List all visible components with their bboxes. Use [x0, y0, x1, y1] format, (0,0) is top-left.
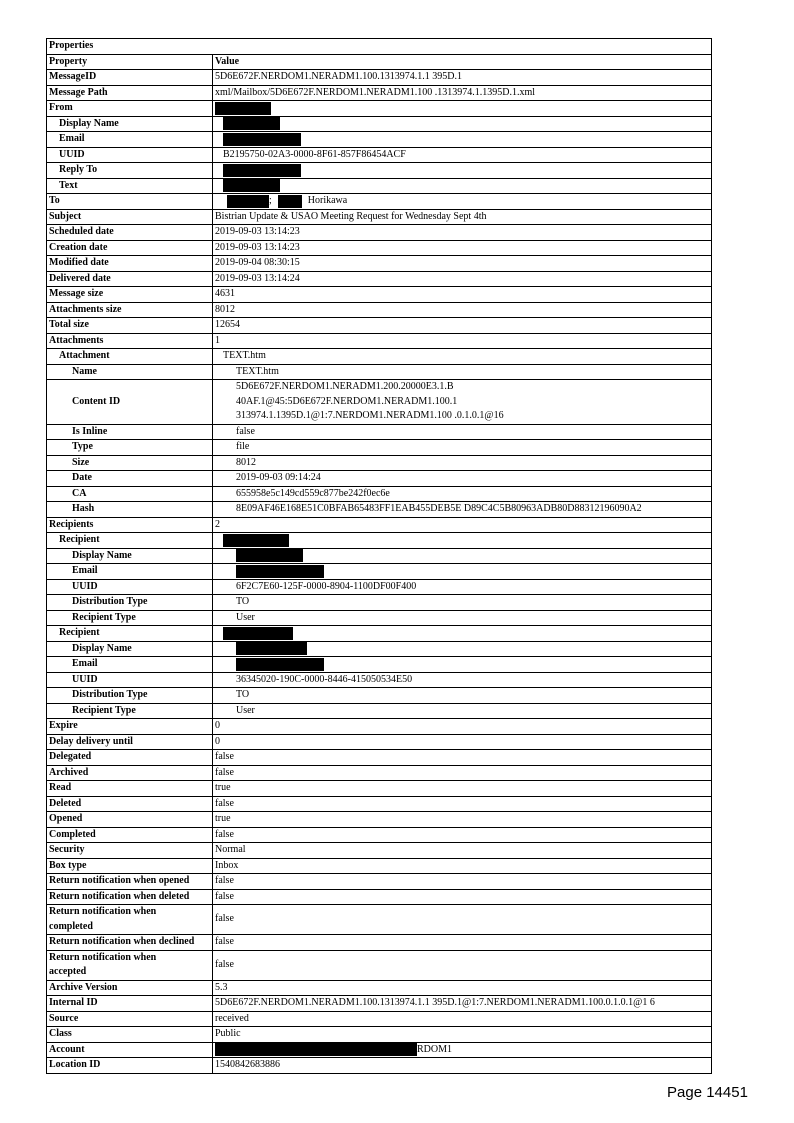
value-recipient-1-uuid: 6F2C7E60-125F-0000-8904-1100DF00F400 [236, 580, 417, 592]
row-recipient-1-distribution-type [47, 594, 711, 610]
row-completed [47, 827, 711, 843]
value-subject: Bistrian Update & USAO Meeting Request for Wednesday Sept 4th [215, 210, 487, 222]
value-reply-to [213, 163, 711, 178]
redaction-block [223, 179, 280, 192]
label-recipient-2-display-name: Display Name [47, 642, 213, 657]
value-attachment-size: 8012 [236, 456, 256, 468]
row-subject [47, 209, 711, 225]
row-attachment-content-id [47, 379, 711, 424]
redaction-block [223, 627, 293, 640]
value-attachment-content-id [213, 380, 711, 424]
value-attachments-size: 8012 [215, 303, 235, 315]
value-recipient-2-recipient-type: User [236, 704, 255, 716]
redaction-block [215, 1043, 417, 1056]
label-return-notification-deleted: Return notification when deleted [47, 890, 213, 905]
label-reply-to: Reply To [47, 163, 213, 178]
label-return-notification-declined: Return notification when declined [47, 935, 213, 950]
label-attachment-ca: CA [47, 487, 213, 502]
properties-table [46, 38, 712, 1074]
value-recipient-2-display-name [213, 642, 711, 657]
label-recipients: Recipients [47, 518, 213, 533]
value-recipient-2-email [213, 657, 711, 672]
row-creation-date [47, 240, 711, 256]
value-opened: true [215, 813, 231, 824]
row-attachment-size [47, 455, 711, 471]
row-read [47, 780, 711, 796]
label-source: Source [47, 1012, 213, 1027]
label-account: Account [47, 1043, 213, 1058]
value-recipient-2 [213, 626, 711, 641]
label-attachment: Attachment [47, 349, 213, 364]
value-recipient-1-display-name [213, 549, 711, 564]
value-recipient-2-distribution-type: TO [236, 689, 250, 700]
value-creation-date: 2019-09-03 13:14:23 [215, 241, 300, 253]
row-attachment-date [47, 470, 711, 486]
recipient-separator: ; [269, 195, 272, 206]
label-attachment-date: Date [47, 471, 213, 486]
redaction-block [236, 642, 307, 655]
value-modified-date: 2019-09-04 08:30:15 [215, 257, 300, 268]
row-source [47, 1011, 711, 1027]
label-subject: Subject [47, 210, 213, 225]
row-class [47, 1026, 711, 1042]
value-completed: false [215, 828, 234, 840]
label-recipient-1-display-name: Display Name [47, 549, 213, 564]
section-header-row [47, 39, 711, 54]
label-to: To [47, 194, 213, 209]
value-total-size: 12654 [215, 319, 240, 330]
row-message-path [47, 85, 711, 101]
label-recipient-2-uuid: UUID [47, 673, 213, 688]
row-return-notification-opened [47, 873, 711, 889]
label-class: Class [47, 1027, 213, 1042]
column-header-row [47, 54, 711, 70]
label-recipient-1-email: Email [47, 564, 213, 579]
row-scheduled-date [47, 224, 711, 240]
value-recipient-1-recipient-type: User [236, 611, 255, 623]
row-archived [47, 765, 711, 781]
row-recipient-2-recipient-type [47, 703, 711, 719]
value-from-email [213, 132, 711, 147]
value-to [213, 194, 711, 209]
redaction-block [278, 195, 302, 208]
value-attachment-is-inline: false [236, 425, 255, 437]
row-modified-date [47, 255, 711, 271]
redaction-block [223, 164, 301, 177]
label-attachment-type: Type [47, 440, 213, 455]
label-security: Security [47, 843, 213, 858]
label-from-uuid: UUID [47, 148, 213, 163]
value-internal-id: 5D6E672F.NERDOM1.NERADM1.100.1313974.1.1 395D.1@1:7.NERDOM1.NERADM1.100.0.1.0.1@1 6 [215, 997, 655, 1008]
row-recipient-2-distribution-type [47, 687, 711, 703]
value-recipient-1-distribution-type: TO [236, 596, 250, 607]
value-message-id: 5D6E672F.NERDOM1.NERADM1.100.1313974.1.1 395D.1 [215, 71, 462, 82]
label-text: Text [47, 179, 213, 194]
row-archive-version [47, 980, 711, 996]
label-deleted: Deleted [47, 797, 213, 812]
row-recipients [47, 517, 711, 533]
value-read: true [215, 782, 231, 793]
value-from-display-name [213, 117, 711, 132]
value-from [213, 101, 711, 116]
row-recipient-2-display-name [47, 641, 711, 657]
row-return-notification-accepted [47, 950, 711, 980]
row-recipient-2-email [47, 656, 711, 672]
value-account [213, 1043, 711, 1058]
label-delivered-date: Delivered date [47, 272, 213, 287]
label-delegated: Delegated [47, 750, 213, 765]
value-attachment-date: 2019-09-03 09:14:24 [236, 472, 321, 483]
value-return-notification-completed: false [215, 913, 234, 925]
label-box-type: Box type [47, 859, 213, 874]
label-archive-version: Archive Version [47, 981, 213, 996]
value-return-notification-declined: false [215, 936, 234, 947]
account-suffix: RDOM1 [417, 1043, 453, 1055]
label-message-id: MessageID [47, 70, 213, 85]
label-attachment-content-id: Content ID [47, 380, 213, 424]
row-attachment-is-inline [47, 424, 711, 440]
row-expire [47, 718, 711, 734]
label-expire: Expire [47, 719, 213, 734]
label-from: From [47, 101, 213, 116]
label-modified-date: Modified date [47, 256, 213, 271]
value-expire: 0 [215, 720, 220, 731]
label-attachments: Attachments [47, 334, 213, 349]
row-opened [47, 811, 711, 827]
redaction-block [223, 534, 289, 547]
label-attachment-is-inline: Is Inline [47, 425, 213, 440]
label-read: Read [47, 781, 213, 796]
label-message-size: Message size [47, 287, 213, 302]
label-completed: Completed [47, 828, 213, 843]
label-return-notification-completed: Return notification when completed [47, 905, 213, 934]
row-attachment-ca [47, 486, 711, 502]
label-recipient-2-distribution-type: Distribution Type [47, 688, 213, 703]
label-recipient-1-distribution-type: Distribution Type [47, 595, 213, 610]
redaction-block [223, 117, 280, 130]
value-archive-version: 5.3 [215, 981, 228, 993]
row-return-notification-deleted [47, 889, 711, 905]
row-recipient-1-uuid [47, 579, 711, 595]
label-total-size: Total size [47, 318, 213, 333]
row-recipient-1 [47, 532, 711, 548]
label-recipient-1-recipient-type: Recipient Type [47, 611, 213, 626]
value-recipients: 2 [215, 518, 220, 530]
value-text [213, 179, 711, 194]
label-return-notification-opened: Return notification when opened [47, 874, 213, 889]
row-from-uuid [47, 147, 711, 163]
row-from-display-name [47, 116, 711, 132]
to-surname: Horikawa [307, 195, 348, 206]
label-attachment-size: Size [47, 456, 213, 471]
value-deleted: false [215, 797, 234, 809]
content-id-text: 5D6E672F.NERDOM1.NERADM1.200.20000E3.1.B 40AF.1@45:5D6E672F.NERDOM1.NERADM1.100.1 313974.1.1395D.1@1:7.NERDOM1.NERADM1.100 .0.1.0.1@16 [236, 381, 504, 421]
value-attachments: 1 [215, 334, 220, 346]
label-return-notification-accepted: Return notification when accepted [47, 951, 213, 980]
row-security [47, 842, 711, 858]
row-from [47, 100, 711, 116]
label-recipient-1-uuid: UUID [47, 580, 213, 595]
value-recipient-1-email [213, 564, 711, 579]
redaction-block [236, 565, 324, 578]
value-recipient-2-uuid: 36345020-190C-0000-8446-415050534E50 [236, 673, 413, 685]
label-location-id: Location ID [47, 1058, 213, 1073]
value-delay-delivery: 0 [215, 735, 220, 747]
value-scheduled-date: 2019-09-03 13:14:23 [215, 226, 300, 237]
row-delivered-date [47, 271, 711, 287]
label-attachment-name: Name [47, 365, 213, 380]
value-security: Normal [215, 844, 246, 855]
row-attachment-hash [47, 501, 711, 517]
row-to [47, 193, 711, 209]
row-return-notification-completed [47, 904, 711, 934]
value-delivered-date: 2019-09-03 13:14:24 [215, 272, 300, 284]
value-recipient-1 [213, 533, 711, 548]
label-archived: Archived [47, 766, 213, 781]
row-attachments-size [47, 302, 711, 318]
row-attachment-name [47, 364, 711, 380]
row-text [47, 178, 711, 194]
value-location-id: 1540842683886 [215, 1059, 280, 1070]
redaction-block [236, 549, 303, 562]
row-recipient-2 [47, 625, 711, 641]
label-internal-id: Internal ID [47, 996, 213, 1011]
row-attachments [47, 333, 711, 349]
row-attachment [47, 348, 711, 364]
redaction-block [236, 658, 324, 671]
row-location-id [47, 1057, 711, 1073]
row-deleted [47, 796, 711, 812]
row-message-id [47, 69, 711, 85]
column-header-value: Value [215, 55, 240, 67]
value-return-notification-opened: false [215, 875, 234, 886]
value-attachment-name: TEXT.htm [236, 365, 279, 377]
row-internal-id [47, 995, 711, 1011]
value-attachment-ca: 655958e5c149cd559c877be242f0ec6e [236, 487, 390, 499]
label-message-path: Message Path [47, 86, 213, 101]
value-attachment-hash: 8E09AF46E168E51C0BFAB65483FF1EAB455DEB5E D89C4C5B80963ADB80D88312196090A2 [236, 503, 642, 514]
value-attachment: TEXT.htm [223, 350, 266, 361]
row-from-email [47, 131, 711, 147]
label-recipient-1: Recipient [47, 533, 213, 548]
row-delegated [47, 749, 711, 765]
value-message-path: xml/Mailbox/5D6E672F.NERDOM1.NERADM1.100 .1313974.1.1395D.1.xml [215, 86, 536, 98]
value-class: Public [215, 1028, 241, 1039]
redaction-block [223, 133, 301, 146]
label-recipient-2: Recipient [47, 626, 213, 641]
label-attachments-size: Attachments size [47, 303, 213, 318]
label-scheduled-date: Scheduled date [47, 225, 213, 240]
row-delay-delivery [47, 734, 711, 750]
redaction-block [227, 195, 269, 208]
row-recipient-1-display-name [47, 548, 711, 564]
row-return-notification-declined [47, 934, 711, 950]
value-source: received [215, 1012, 249, 1024]
column-header-property: Property [47, 55, 213, 70]
value-archived: false [215, 766, 234, 778]
row-recipient-1-recipient-type [47, 610, 711, 626]
row-total-size [47, 317, 711, 333]
row-message-size [47, 286, 711, 302]
label-from-display-name: Display Name [47, 117, 213, 132]
value-box-type: Inbox [215, 859, 239, 871]
value-message-size: 4631 [215, 288, 235, 299]
label-attachment-hash: Hash [47, 502, 213, 517]
value-delegated: false [215, 751, 234, 762]
label-delay-delivery: Delay delivery until [47, 735, 213, 750]
row-recipient-2-uuid [47, 672, 711, 688]
section-title: Properties [49, 40, 94, 51]
value-from-uuid: B2195750-02A3-0000-8F61-857F86454ACF [223, 148, 406, 160]
row-account [47, 1042, 711, 1058]
page-number: Page 14451 [667, 1084, 748, 1101]
label-creation-date: Creation date [47, 241, 213, 256]
row-recipient-1-email [47, 563, 711, 579]
value-attachment-type: file [236, 441, 250, 452]
label-recipient-2-email: Email [47, 657, 213, 672]
label-from-email: Email [47, 132, 213, 147]
row-reply-to [47, 162, 711, 178]
label-opened: Opened [47, 812, 213, 827]
value-return-notification-deleted: false [215, 890, 234, 902]
value-return-notification-accepted: false [215, 958, 234, 970]
row-box-type [47, 858, 711, 874]
label-recipient-2-recipient-type: Recipient Type [47, 704, 213, 719]
redaction-block [215, 102, 271, 115]
row-attachment-type [47, 439, 711, 455]
